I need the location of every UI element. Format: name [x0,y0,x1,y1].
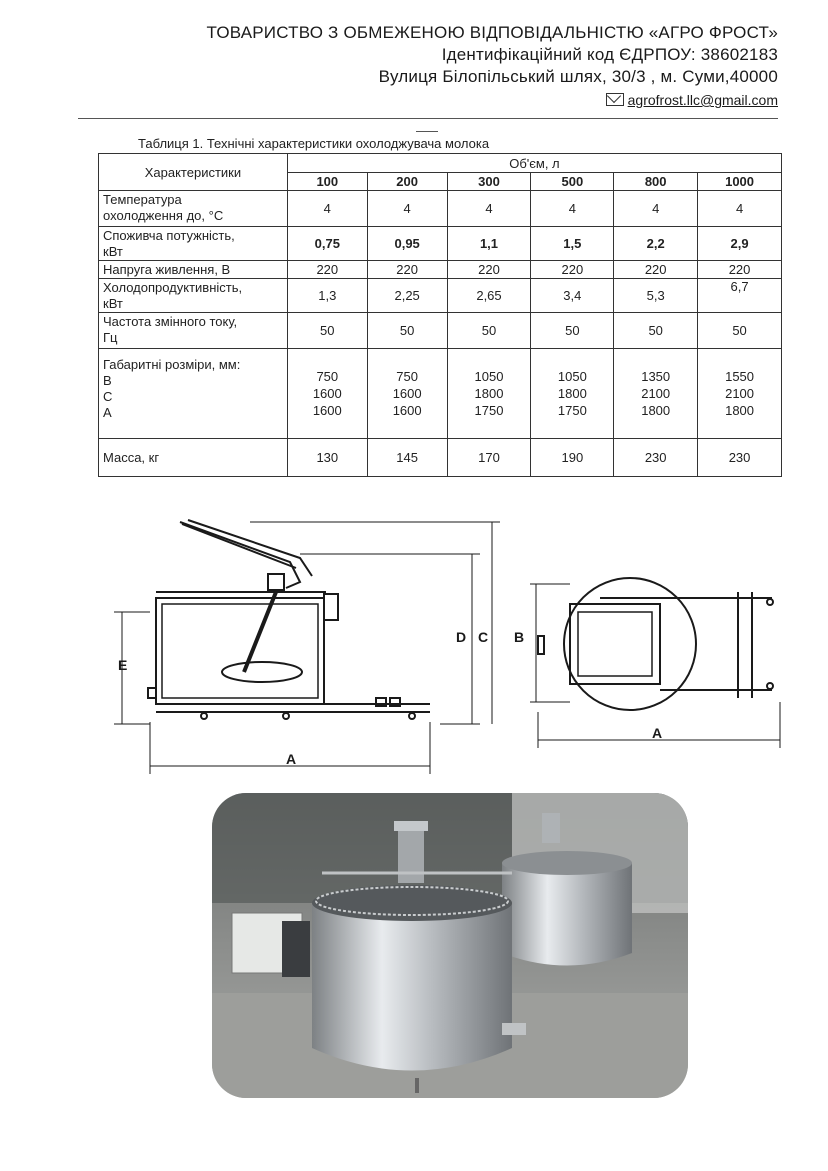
characteristics-header: Характеристики [99,154,288,191]
table-cell: 50 [614,313,698,349]
email-link[interactable]: agrofrost.llc@gmail.com [627,92,778,108]
table-cell: 230 [698,439,782,477]
label-a-side: A [286,751,297,767]
spec-table [98,153,782,477]
table-row-cooling [99,279,782,313]
table-cell: 50 [287,313,367,349]
row-label: Холодопродуктивність, кВт [99,279,288,313]
table-cell: 4 [447,191,531,227]
edrpou-code: Ідентифікаційний код ЄДРПОУ: 38602183 [441,45,778,64]
table-cell: 1,1 [447,227,531,261]
table-cell: 1,5 [531,227,614,261]
dimension-lines [114,522,780,774]
table-cell: 4 [367,191,447,227]
row-label: Масса, кг [99,439,288,477]
table-cell: 4 [614,191,698,227]
volume-header: Об'єм, л [287,154,781,173]
top-view [538,578,773,710]
table-row-dimensions [99,349,782,439]
row-label: Частота змінного току, Гц [99,313,288,349]
table-cell: 220 [531,261,614,279]
table-cell: 170 [447,439,531,477]
table-row-power [99,227,782,261]
table-cell: 4 [531,191,614,227]
table-cell: 1550 2100 1800 [698,349,782,439]
volume-cell: 800 [614,173,698,191]
table-cell: 2,25 [367,279,447,313]
table-cell: 4 [698,191,782,227]
volume-cell: 200 [367,173,447,191]
label-e: E [118,657,128,673]
table-cell: 50 [447,313,531,349]
table-cell: 6,7 [698,279,782,313]
email-line [207,90,778,110]
label-d: D [456,629,467,645]
product-photo [212,793,688,1098]
letterhead [207,22,778,110]
envelope-icon [606,93,624,106]
table-cell: 2,9 [698,227,782,261]
table-cell: 3,4 [531,279,614,313]
table-caption: Таблиця 1. Технічні характеристики охолоджувача молока [138,136,490,151]
table-cell: 220 [367,261,447,279]
table-cell: 1050 1800 1750 [447,349,531,439]
volume-cell: 100 [287,173,367,191]
header-divider [78,118,778,119]
divider-mark [416,131,438,132]
technical-drawing [100,512,790,774]
row-label: Споживча потужність, кВт [99,227,288,261]
row-label: Габаритні розміри, мм: B C A [99,349,288,439]
table-cell: 130 [287,439,367,477]
table-cell: 750 1600 1600 [287,349,367,439]
table-cell: 750 1600 1600 [367,349,447,439]
table-cell: 0,95 [367,227,447,261]
table-row-voltage [99,261,782,279]
table-cell: 190 [531,439,614,477]
row-label: Напруга живлення, В [99,261,288,279]
table-cell: 50 [531,313,614,349]
table-cell: 220 [447,261,531,279]
label-a-top: A [652,725,663,741]
table-cell: 220 [698,261,782,279]
side-view [148,520,430,719]
table-cell: 1050 1800 1750 [531,349,614,439]
volume-cell: 300 [447,173,531,191]
table-cell: 230 [614,439,698,477]
table-row-temperature [99,191,782,227]
company-address: Вулиця Білопільський шлях, 30/3 , м. Суми,40000 [378,67,778,86]
company-name: ТОВАРИСТВО З ОБМЕЖЕНОЮ ВІДПОВІДАЛЬНІСТЮ «АГРО ФРОСТ» [206,23,778,42]
table-header-row [99,154,782,173]
table-cell: 1350 2100 1800 [614,349,698,439]
table-cell: 0,75 [287,227,367,261]
table-row-mass [99,439,782,477]
row-label: Температура охолодження до, °С [99,191,288,227]
table-cell: 2,65 [447,279,531,313]
table-cell: 2,2 [614,227,698,261]
table-cell: 5,3 [614,279,698,313]
table-row-frequency [99,313,782,349]
table-cell: 145 [367,439,447,477]
volume-cell: 500 [531,173,614,191]
label-b: B [514,629,525,645]
table-cell: 50 [367,313,447,349]
table-cell: 220 [614,261,698,279]
table-cell: 220 [287,261,367,279]
volume-cell: 1000 [698,173,782,191]
table-cell: 50 [698,313,782,349]
table-cell: 4 [287,191,367,227]
label-c: C [478,629,489,645]
table-cell: 1,3 [287,279,367,313]
